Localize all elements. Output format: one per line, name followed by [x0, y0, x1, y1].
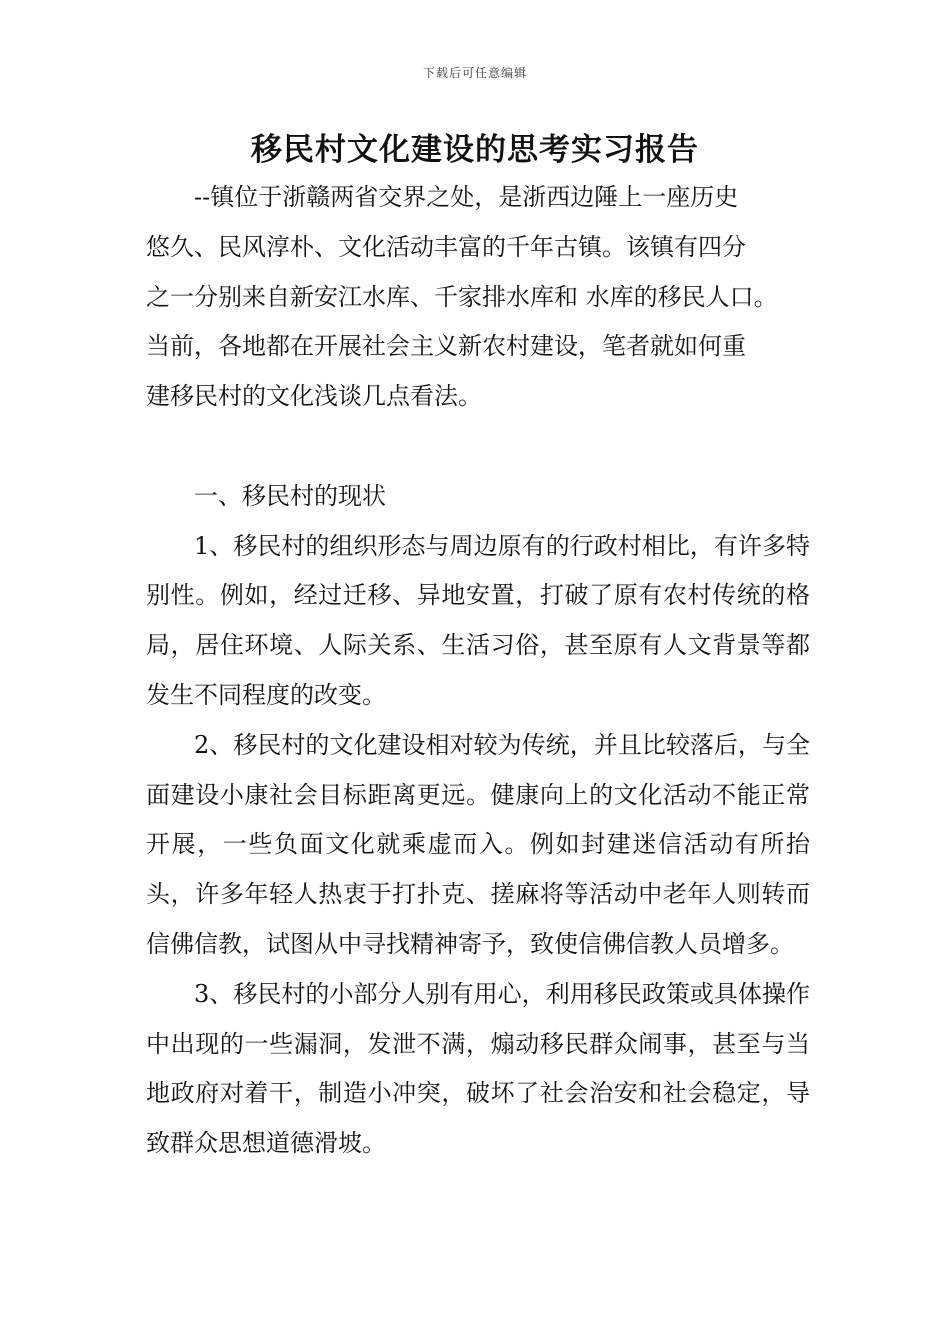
body-paragraph: 3、移民村的小部分人别有用心，利用移民政策或具体操作中出现的一些漏洞，发泄不满，煽动移民群众闹事，甚至与当地政府对着干，制造小冲突，破坏了社会治安和社会稳定，导致群众思想道德滑坡。: [146, 979, 810, 1158]
intro-line: 建移民村的文化浅谈几点看法。: [146, 382, 482, 411]
intro-line: 悠久、民风淳朴、文化活动丰富的千年古镇。该镇有四分: [146, 232, 746, 261]
body-paragraph: 1、移民村的组织形态与周边原有的行政村相比，有许多特别性。例如，经过迁移、异地安置，打破了原有农村传统的格局，居住环境、人际关系、生活习俗，甚至原有人文背景等都发生不同程度的改变。: [146, 531, 810, 709]
intro-line: 当前，各地都在开展社会主义新农村建设，笔者就如何重: [146, 332, 746, 361]
page-title: 移民村文化建设的思考实习报告: [251, 132, 699, 168]
header-note: 下载后可任意编辑: [422, 66, 527, 80]
intro-paragraph: [146, 173, 810, 422]
spacer: [146, 422, 810, 472]
intro-line: --镇位于浙赣两省交界之处，是浙西边陲上一座历史: [194, 183, 739, 211]
section-heading: 一、移民村的现状: [194, 481, 386, 510]
intro-line: 之一分别来自新安江水库、千家排水库和 水库的移民人口。: [146, 282, 778, 311]
body-paragraph: 2、移民村的文化建设相对较为传统，并且比较落后，与全面建设小康社会目标距离更远。健康向上的文化活动不能正常开展，一些负面文化就乘虚而入。例如封建迷信活动有所抬头，许多年轻人热衷于打扑克、搓麻将等活动中老年人则转而信佛信教，试图从中寻找精神寄予，致使信佛信教人员增多。: [146, 730, 810, 958]
document-body: [146, 173, 810, 1169]
